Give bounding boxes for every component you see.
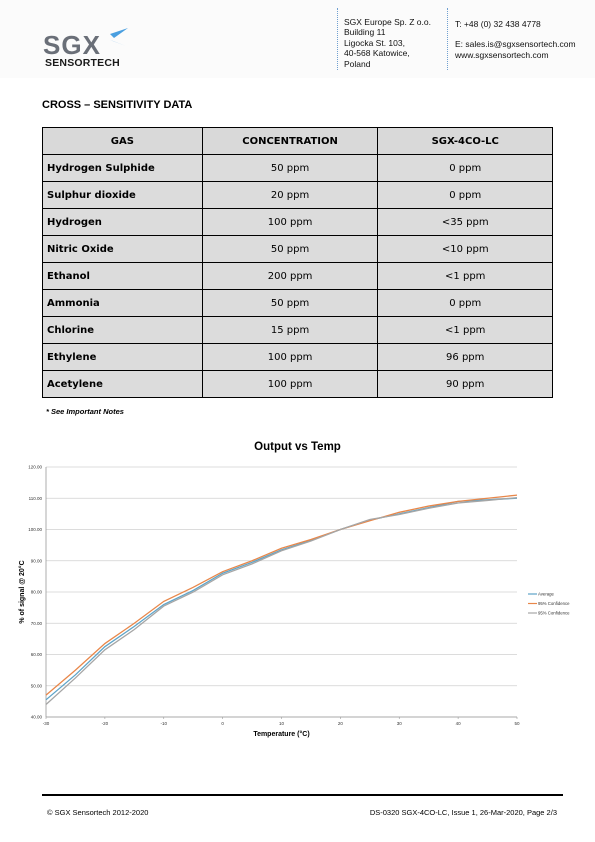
phone-text: T: +48 (0) 32 438 4778 [455,19,541,29]
column-header-concentration: CONCENTRATION [202,128,378,155]
output-vs-temp-chart [0,455,595,750]
y-tick-label: 100.00 [28,527,42,533]
gas-cell: Hydrogen Sulphide [43,155,203,182]
response-cell: 96 ppm [378,344,553,371]
column-header-gas: GAS [43,128,203,155]
gas-cell: Nitric Oxide [43,236,203,263]
response-cell: 0 ppm [378,155,553,182]
concentration-cell: 50 ppm [202,236,378,263]
concentration-cell: 200 ppm [202,263,378,290]
legend-label: Average [538,591,554,597]
logo-text: SGX [43,30,101,60]
address-line: Building 11 [344,27,386,38]
table-row [43,209,553,236]
y-tick-label: 80.00 [30,589,42,595]
website-link[interactable]: www.sgxsensortech.com [455,49,549,60]
gas-cell: Chlorine [43,317,203,344]
legend-label: 95% Confidence [538,610,570,616]
cross-sensitivity-table [42,127,553,398]
series-line [46,495,517,695]
x-tick-label: 50 [514,721,520,726]
response-cell: <35 ppm [378,209,553,236]
contact-info [455,19,576,60]
table-row [43,182,553,209]
x-tick-label: 10 [278,721,285,726]
x-tick-label: -30 [42,721,50,726]
section-title: CROSS – SENSITIVITY DATA [42,99,193,111]
logo-swoosh-icon [110,28,128,46]
response-cell: 0 ppm [378,182,553,209]
y-tick-label: 60.00 [30,652,42,658]
logo-subtitle: SENSORTECH [45,57,120,69]
x-tick-label: 20 [337,721,343,726]
table-row [43,317,553,344]
concentration-cell: 50 ppm [202,155,378,182]
y-tick-label: 70.00 [30,620,42,626]
x-tick-label: 30 [396,721,402,726]
response-cell: <1 ppm [378,317,553,344]
y-tick-label: 110.00 [28,495,42,501]
y-tick-label: 40.00 [30,714,42,720]
series-line [46,498,517,705]
y-axis-title: % of signal @ 20°C [19,560,26,624]
concentration-cell: 100 ppm [202,344,378,371]
address-line: SGX Europe Sp. Z o.o. [344,17,431,27]
table-header-row [43,128,553,155]
email-text: E: sales.is@sgxsensortech.com [455,39,576,50]
footer-rule [42,794,563,796]
header-separator [337,8,338,70]
concentration-cell: 15 ppm [202,317,378,344]
table-row [43,236,553,263]
gas-cell: Ethanol [43,263,203,290]
x-axis-title: Temperature (°C) [253,731,310,738]
table-row [43,371,553,398]
x-tick-label: -20 [101,721,109,726]
gas-cell: Ethylene [43,344,203,371]
company-address [344,17,431,69]
document-reference: DS-0320 SGX-4CO-LC, Issue 1, 26-Mar-2020, Page 2/3 [369,808,557,817]
response-cell: 0 ppm [378,290,553,317]
gas-cell: Sulphur dioxide [43,182,203,209]
x-tick-label: 0 [221,721,224,726]
concentration-cell: 50 ppm [202,290,378,317]
legend-label: 95% Confidence [538,601,570,606]
column-header-sensor: SGX-4CO-LC [378,128,553,155]
x-tick-label: 40 [455,721,461,726]
gas-cell: Ammonia [43,290,203,317]
y-tick-label: 50.00 [30,683,42,689]
response-cell: <10 ppm [378,236,553,263]
copyright-text: © SGX Sensortech 2012-2020 [47,808,149,817]
table-row [43,263,553,290]
y-tick-label: 120.00 [28,464,42,470]
header-separator [447,8,448,70]
important-notes-reference: * See Important Notes [46,407,124,416]
concentration-cell: 100 ppm [202,371,378,398]
y-tick-label: 90.00 [30,558,42,564]
response-cell: <1 ppm [378,263,553,290]
gas-cell: Acetylene [43,371,203,398]
series-line [46,498,517,700]
address-line: Poland [344,58,371,69]
table-row [43,344,553,371]
gas-cell: Hydrogen [43,209,203,236]
address-line: Ligocka St. 103, [344,37,405,48]
table-row [43,155,553,182]
chart-title: Output vs Temp [254,441,341,453]
concentration-cell: 20 ppm [202,182,378,209]
concentration-cell: 100 ppm [202,209,378,236]
x-tick-label: -10 [160,721,168,726]
response-cell: 90 ppm [378,371,553,398]
table-row [43,290,553,317]
address-line: 40-568 Katowice, [344,48,410,59]
